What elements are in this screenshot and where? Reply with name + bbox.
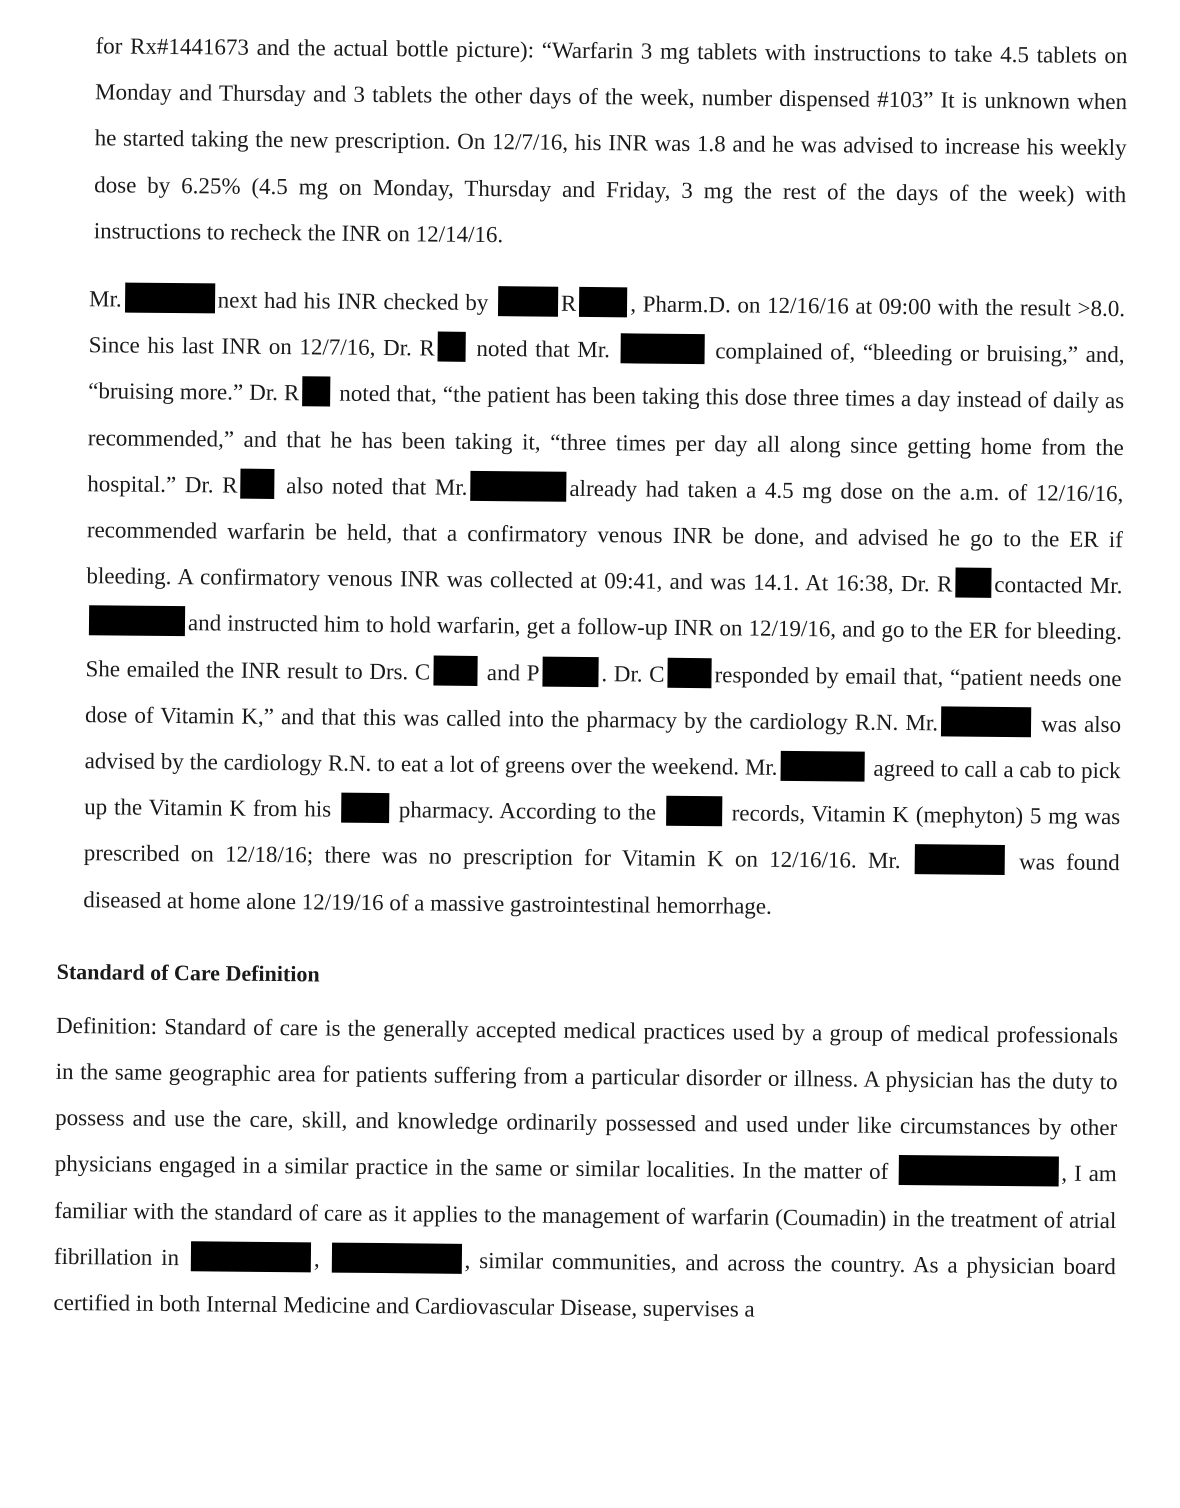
text-segment: was also advised by the cardiology R.N. to eat a lot of greens over the weekend. Mr. bbox=[84, 711, 1122, 780]
paragraph-inr-events bbox=[83, 276, 1125, 933]
text-segment: and P bbox=[486, 659, 540, 686]
redaction-box bbox=[898, 1155, 1058, 1187]
text-segment: pharmacy. According to the bbox=[398, 797, 657, 825]
redaction-box bbox=[542, 656, 598, 687]
redaction-box bbox=[302, 377, 330, 407]
redaction-box bbox=[780, 751, 864, 782]
text-segment: complained of, “bleeding or bruising,” and, “bruising more.” Dr. R bbox=[88, 338, 1125, 406]
redaction-box bbox=[433, 655, 477, 685]
text-segment: Mr. bbox=[88, 286, 122, 312]
redaction-box bbox=[941, 706, 1031, 737]
paragraph-prescription-history bbox=[94, 23, 1128, 264]
text-segment: already had taken a 4.5 mg dose on the a.m. of 12/16/16, recommended warfarin be held, that a confirmatory venous INR be done, and advised he go to the ER if bleeding. A confirmatory venous INR was collected at 09:41, and was 14.1. At 16:38, Dr. R bbox=[86, 475, 1124, 597]
redaction-box bbox=[666, 796, 722, 827]
text-segment: R bbox=[560, 290, 577, 316]
text-segment: agreed to call a cab to pick up the Vitamin K from his bbox=[84, 755, 1121, 822]
text-segment: also noted that Mr. bbox=[286, 472, 468, 500]
text-segment: contacted Mr. bbox=[994, 572, 1123, 599]
redaction-box bbox=[191, 1241, 311, 1272]
paragraph-standard-of-care bbox=[53, 1003, 1118, 1337]
text-segment: next had his INR checked by bbox=[217, 287, 489, 316]
text-segment: and instructed him to hold warfarin, get a follow-up INR on 12/19/16, and go to the ER for bleeding. She emailed the INR result to Drs. C bbox=[85, 610, 1123, 685]
text-segment: , similar communities, and across the country. As a physician board certified in both Internal Medicine and Cardiovascular Disease, supervises a bbox=[53, 1247, 1117, 1322]
redaction-box bbox=[341, 793, 389, 823]
text-segment: records, Vitamin K (mephyton) 5 mg was prescribed on 12/18/16; there was no prescription for Vitamin K on 12/16/16. Mr. bbox=[83, 800, 1121, 874]
redaction-box bbox=[240, 468, 274, 498]
redaction-box bbox=[579, 287, 627, 317]
text-segment: noted that Mr. bbox=[476, 336, 611, 363]
redaction-box bbox=[667, 657, 711, 687]
redaction-box bbox=[621, 334, 705, 365]
redaction-box bbox=[438, 332, 466, 362]
text-segment: , Pharm.D. on 12/16/16 at 09:00 with the result >8.0. Since his last INR on 12/7/16, Dr. R bbox=[88, 291, 1126, 361]
text-segment: . Dr. C bbox=[601, 660, 665, 687]
redaction-box bbox=[331, 1242, 461, 1273]
text-segment: , I am familiar with the standard of care as it applies to the management of warfarin (Coumadin) in the treatment of atrial fibrillation in bbox=[53, 1161, 1117, 1270]
redaction-box bbox=[498, 286, 558, 317]
redaction-box bbox=[915, 845, 1005, 876]
redaction-box bbox=[955, 568, 991, 598]
redaction-box bbox=[89, 606, 185, 637]
text-segment: , bbox=[313, 1246, 320, 1272]
section-heading: Standard of Care Definition bbox=[56, 958, 320, 987]
text-segment: noted that, “the patient has been taking this dose three times a day instead of daily as recommended,” and that he has been taking it, “three times per day all along since getting home from the hospital.” Dr. R bbox=[87, 381, 1125, 498]
text-segment: responded by email that, “patient needs one dose of Vitamin K,” and that this was called into the pharmacy by the cardiology R.N. Mr. bbox=[84, 661, 1122, 736]
text-segment: Definition: Standard of care is the generally accepted medical practices used by a group of medical professionals in the same geographic area for patients suffering from a particular disorder or illness. A physician has the duty to possess and use the care, skill, and knowledge ordinarily possessed and used under like circumstances by other physicians engaged in a similar practice in the same or similar localities. In the matter of bbox=[54, 1012, 1119, 1185]
redaction-box bbox=[470, 471, 566, 502]
text-segment: for Rx#1441673 and the actual bottle picture): “Warfarin 3 mg tablets with instructions to take 4.5 tablets on Monday and Thursday and 3 tablets the other days of the week, number dispensed #103” It is unknown when he started taking the new prescription. On 12/7/16, his INR was 1.8 and he was advised to increase his weekly dose by 6.25% (4.5 mg on Monday, Thursday and Friday, 3 mg the rest of the days of the week) with instructions to recheck the INR on 12/14/16. bbox=[93, 33, 1128, 247]
redaction-box bbox=[125, 283, 215, 314]
text-segment: was found diseased at home alone 12/19/16 of a massive gastrointestinal hemorrhage. bbox=[83, 849, 1120, 919]
